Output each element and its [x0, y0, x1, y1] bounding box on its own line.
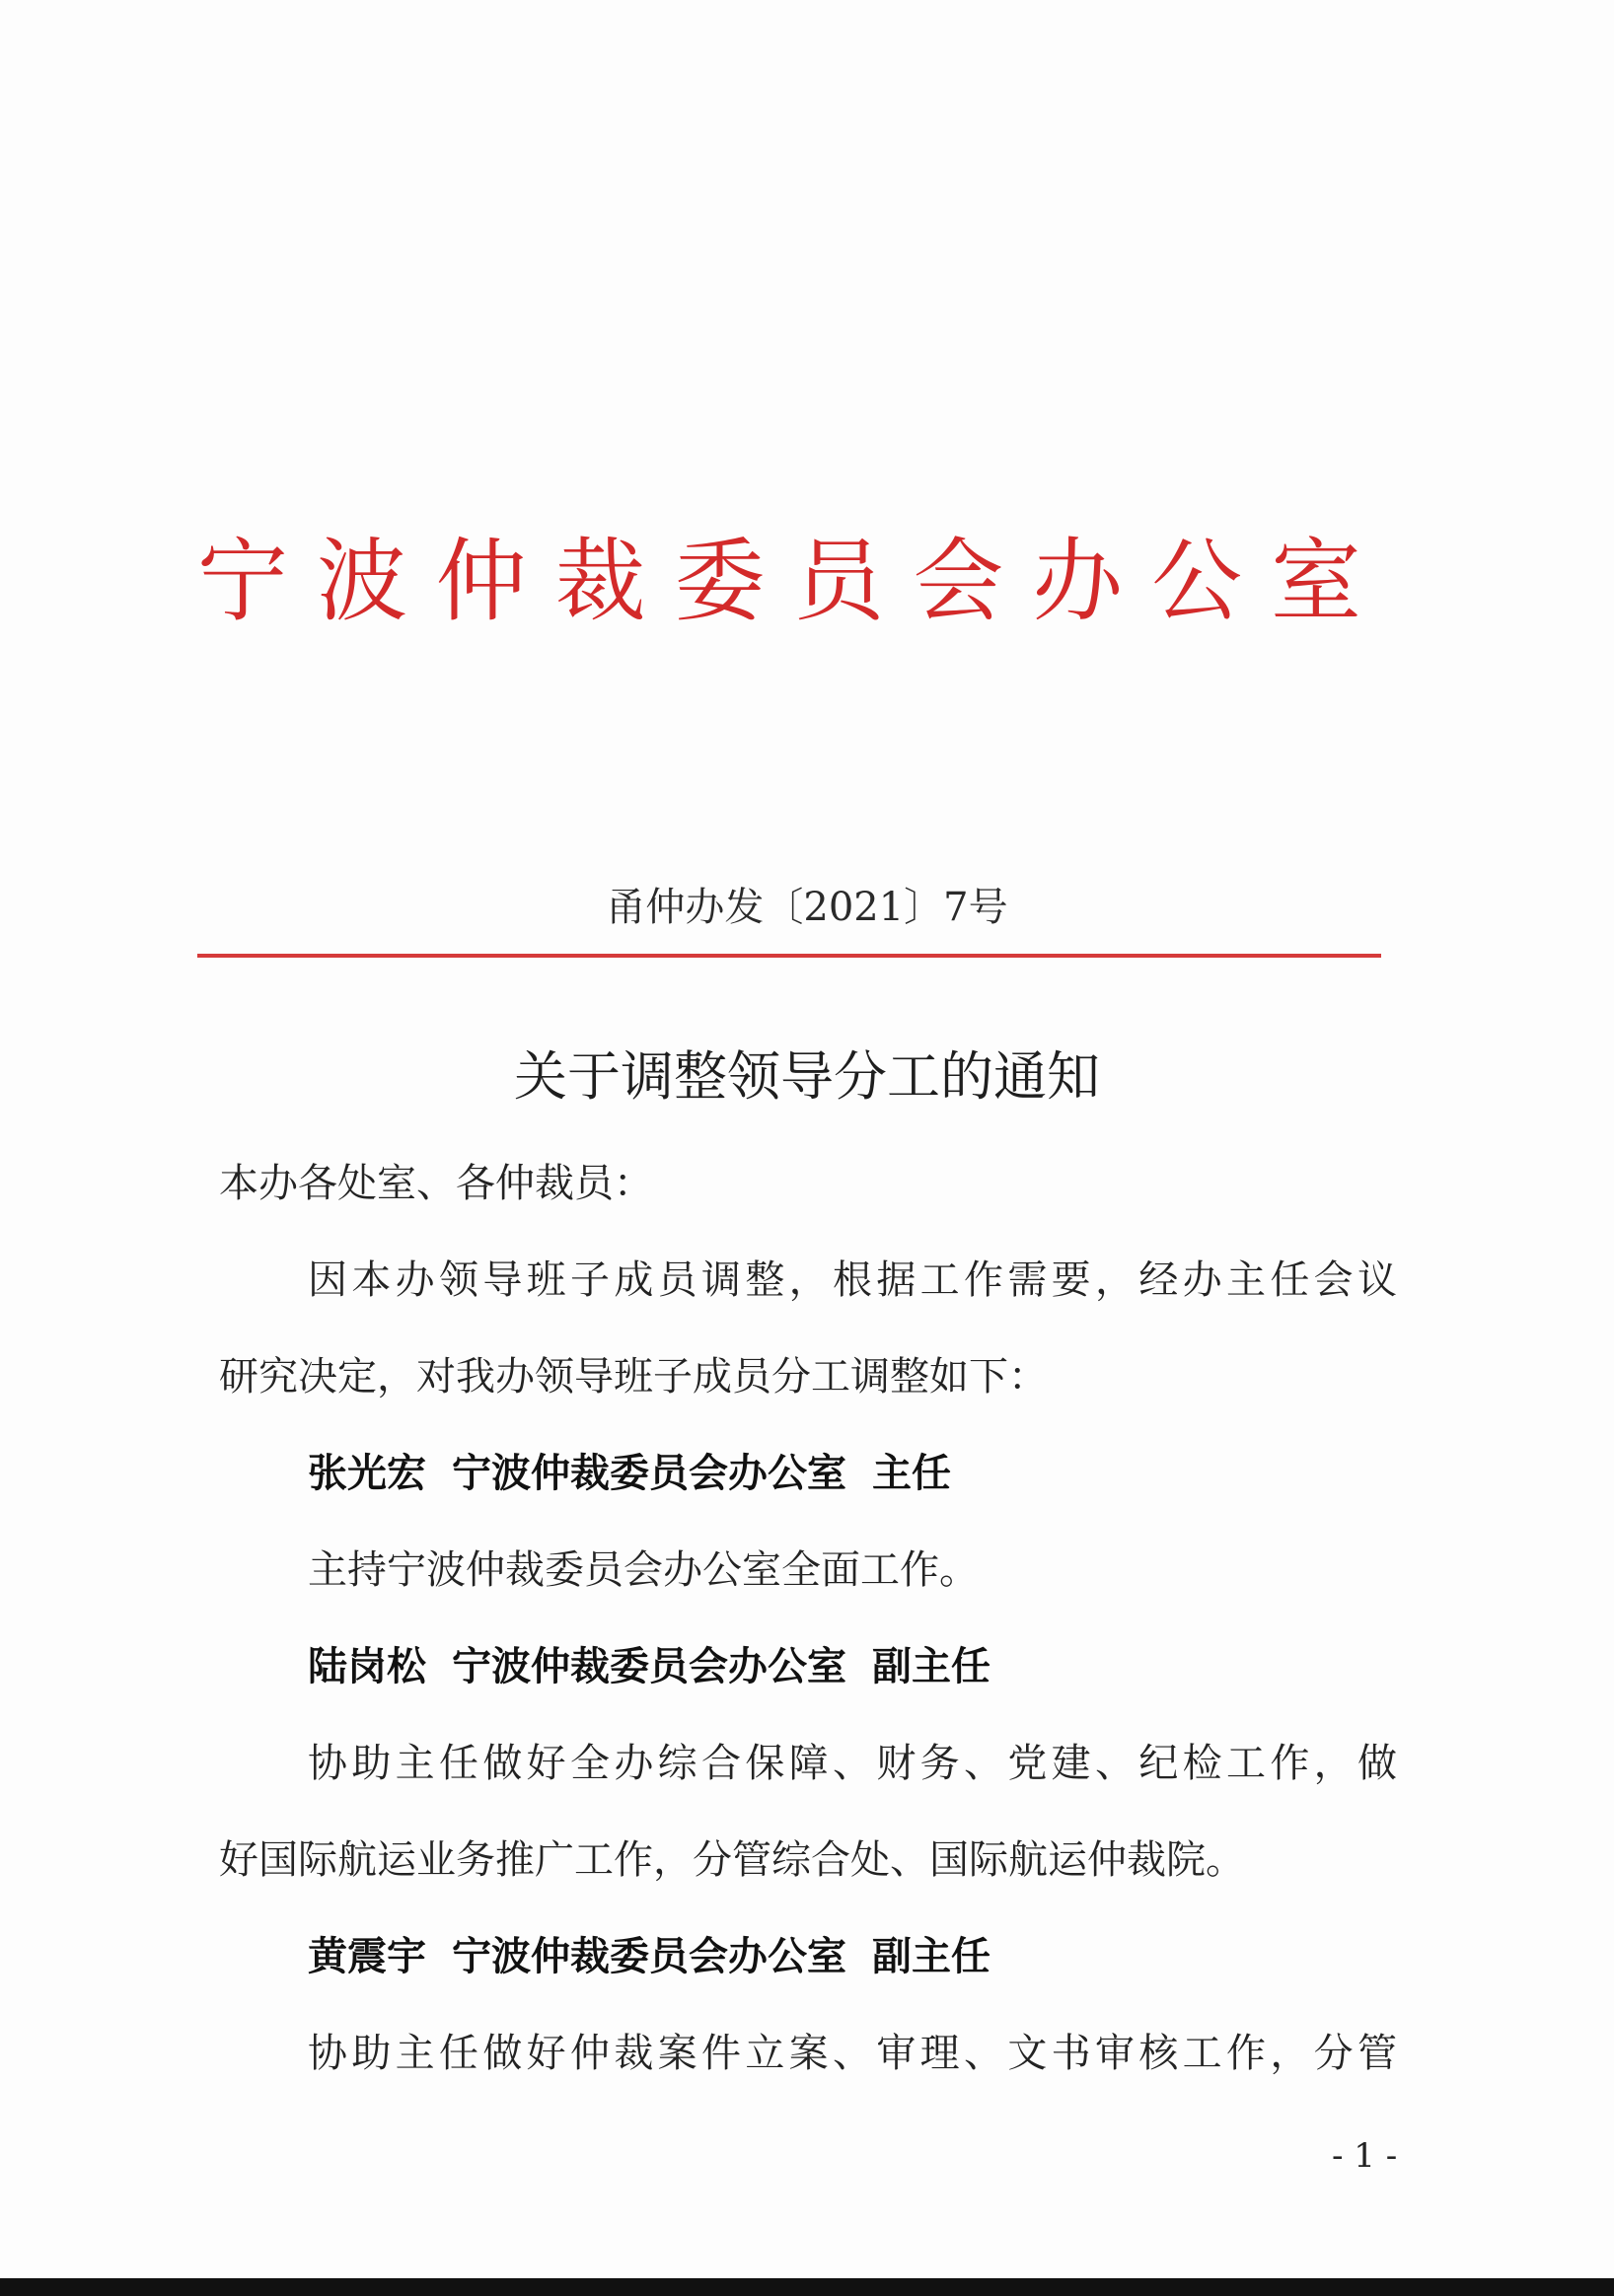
intro-paragraph-line-1: 因本办领导班子成员调整，根据工作需要，经办主任会议	[308, 1257, 1397, 1303]
issuing-organization-header: 宁波仲裁委员会办公室	[197, 529, 1361, 634]
scan-bottom-edge	[0, 2278, 1614, 2296]
page-number: - 1 -	[1332, 2136, 1398, 2176]
member-duty-line: 主持宁波仲裁委员会办公室全面工作。	[308, 1547, 979, 1593]
member-heading	[308, 1929, 1016, 1984]
member-name: 黄震宇	[308, 1934, 426, 1979]
member-position: 副主任	[872, 1644, 990, 1689]
member-duty-line: 协助主任做好仲裁案件立案、审理、文书审核工作，分管	[308, 2031, 1397, 2076]
member-heading	[308, 1446, 977, 1501]
document-number: 甬仲办发〔2021〕7号	[606, 885, 1008, 930]
member-unit: 宁波仲裁委员会办公室	[452, 1934, 846, 1979]
red-divider-rule	[197, 954, 1381, 958]
member-unit: 宁波仲裁委员会办公室	[452, 1451, 846, 1496]
member-name: 张光宏	[308, 1451, 426, 1496]
salutation: 本办各处室、各仲裁员：	[219, 1161, 653, 1206]
member-position: 副主任	[872, 1934, 990, 1979]
member-position: 主任	[872, 1451, 951, 1496]
member-duty-line: 好国际航运业务推广工作，分管综合处、国际航运仲裁院。	[219, 1837, 1245, 1883]
member-heading	[308, 1639, 1016, 1694]
document-title: 关于调整领导分工的通知	[514, 1045, 1100, 1108]
intro-paragraph-line-2: 研究决定，对我办领导班子成员分工调整如下：	[219, 1354, 1048, 1399]
member-name: 陆岗松	[308, 1644, 426, 1689]
member-duty-line: 协助主任做好全办综合保障、财务、党建、纪检工作，做	[308, 1741, 1397, 1786]
member-unit: 宁波仲裁委员会办公室	[452, 1644, 846, 1689]
